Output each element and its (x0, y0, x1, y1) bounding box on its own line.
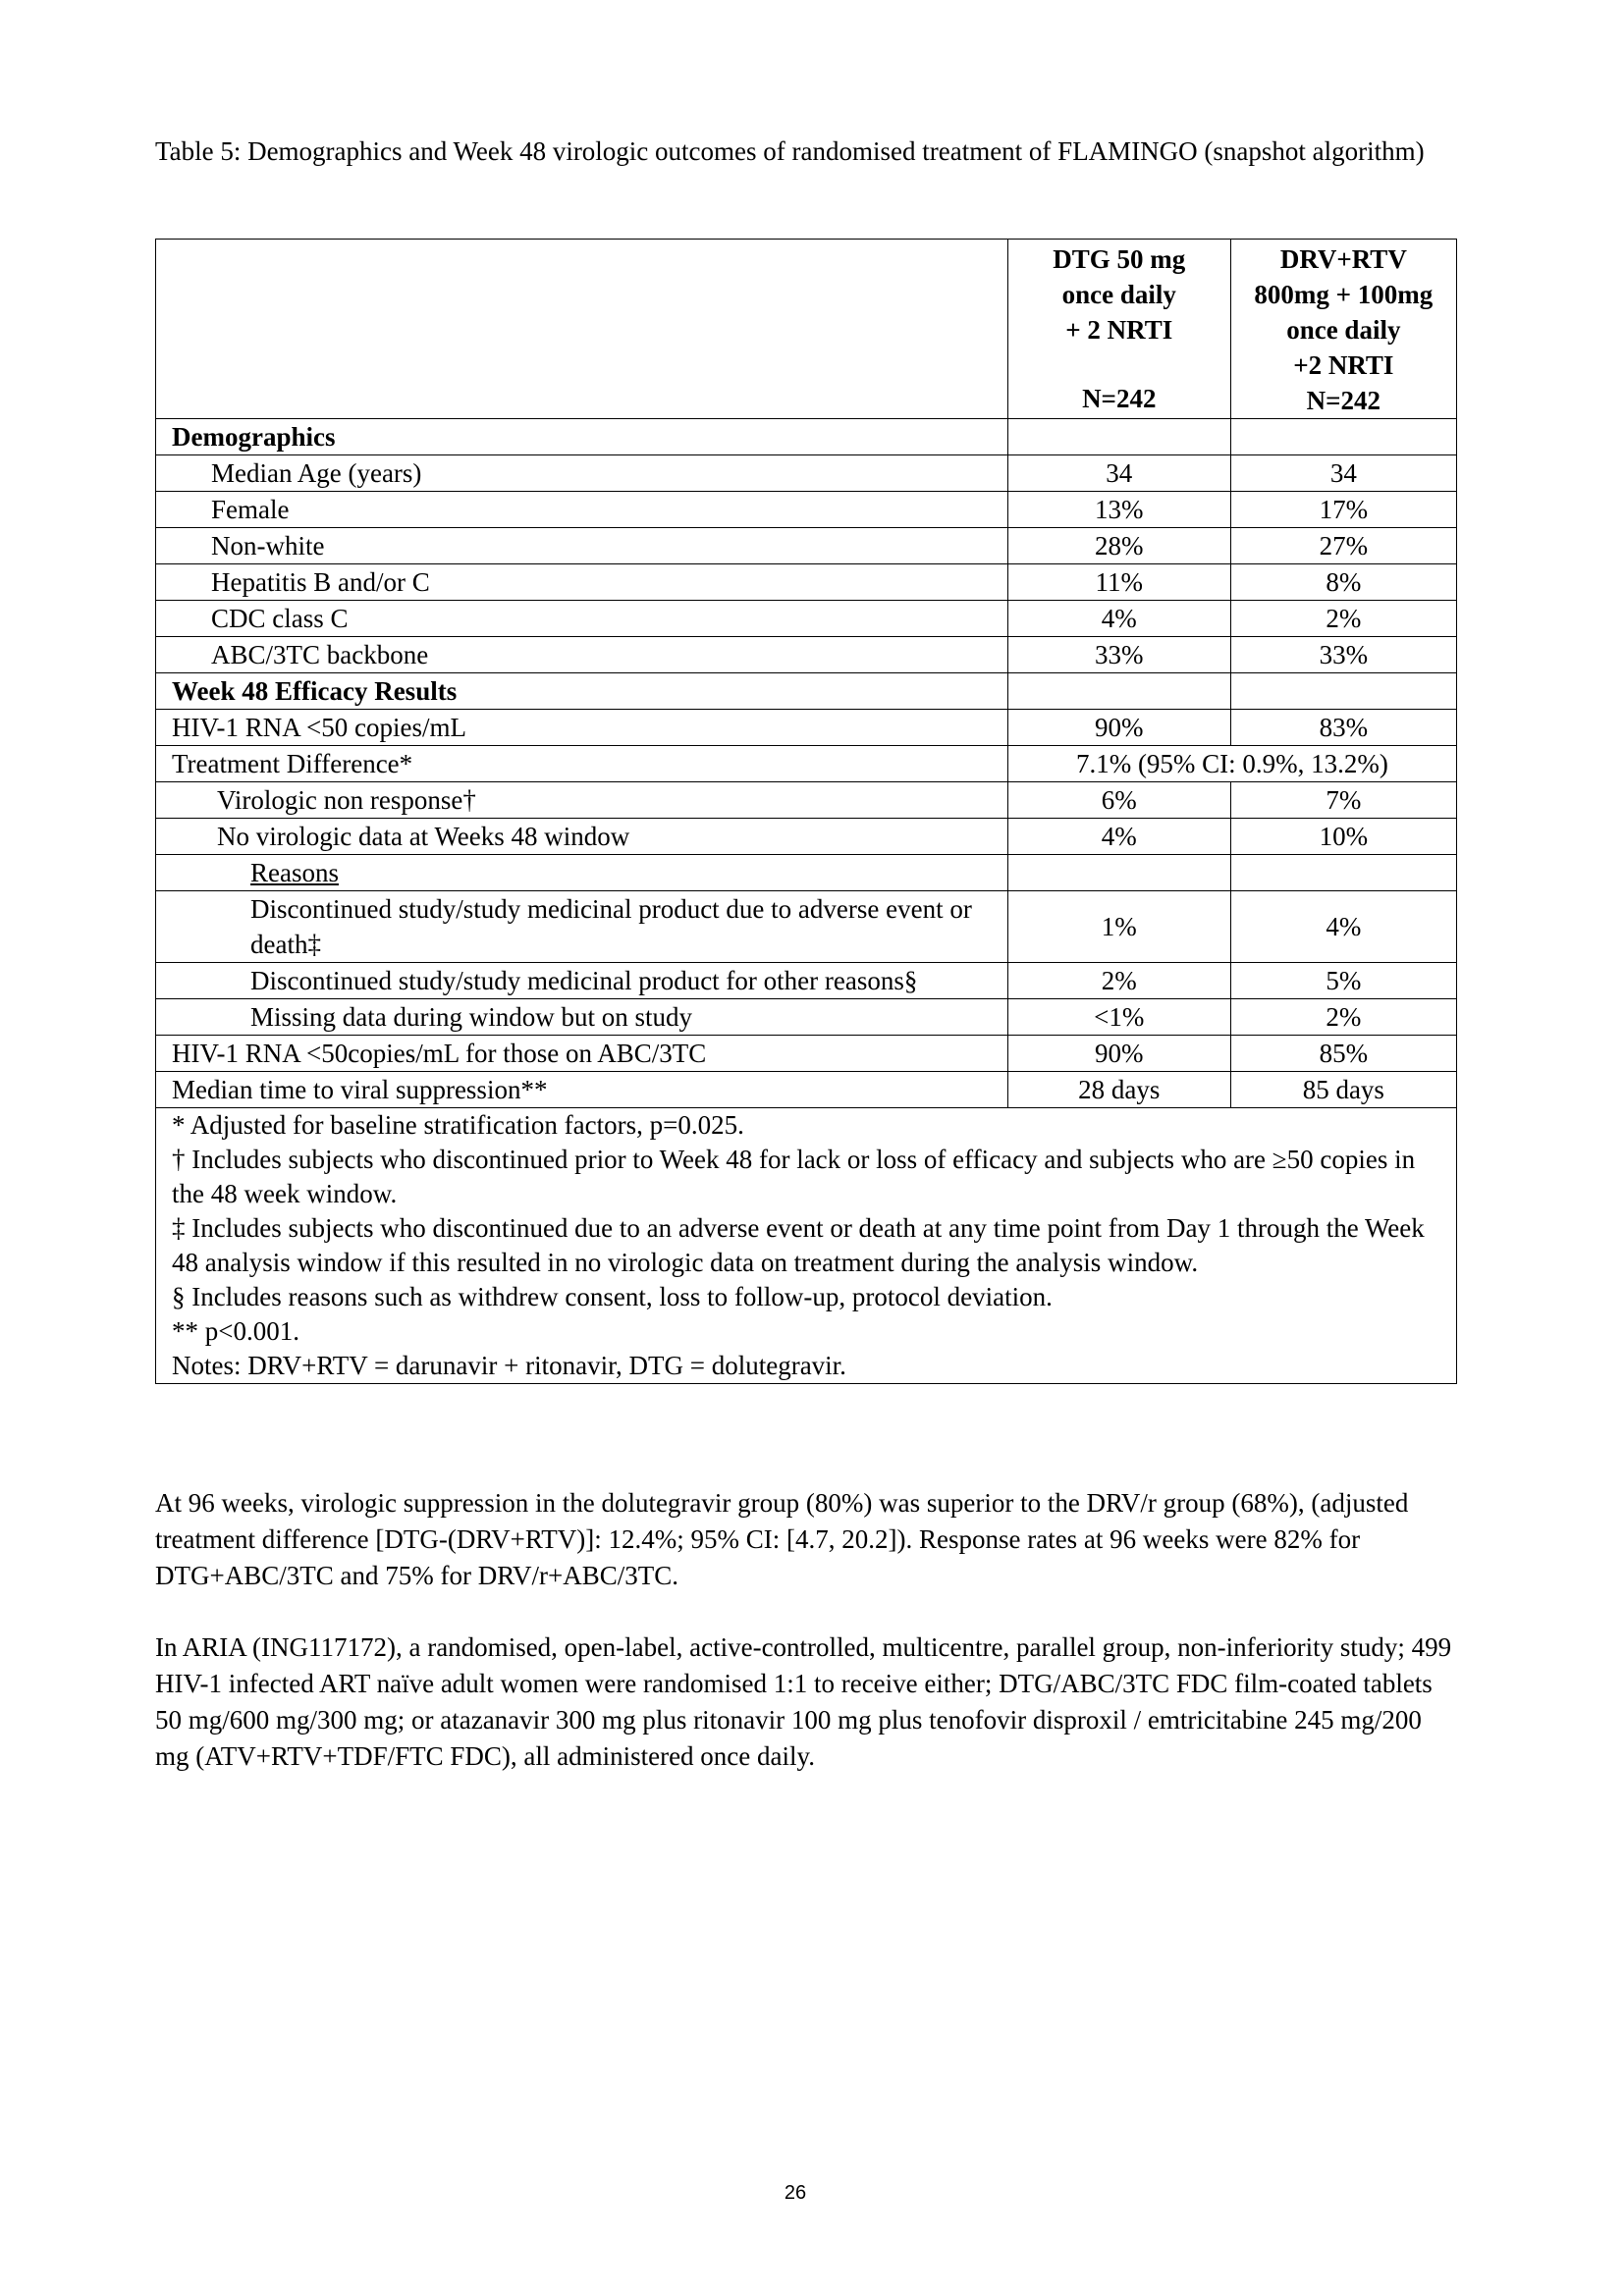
header-line: N=242 (1082, 384, 1157, 413)
row-label: Median Age (years) (156, 455, 1008, 492)
header-line: once daily (1061, 280, 1176, 309)
treatment-difference-value: 7.1% (95% CI: 0.9%, 13.2%) (1007, 746, 1456, 782)
empty-cell (1230, 855, 1456, 891)
dtg-value: 28% (1007, 528, 1230, 564)
row-label: Hepatitis B and/or C (156, 564, 1008, 601)
table-row (156, 601, 1457, 637)
drv-value: 85% (1230, 1036, 1456, 1072)
reasons-label: Reasons (250, 858, 339, 887)
row-label: Missing data during window but on study (156, 999, 1008, 1036)
table-row (156, 963, 1457, 999)
row-label: Non-white (156, 528, 1008, 564)
table-row (156, 710, 1457, 746)
table-caption: Table 5: Demographics and Week 48 virologic outcomes of randomised treatment of FLAMINGO (snapshot algorithm) (155, 136, 1425, 166)
row-label: ABC/3TC backbone (156, 637, 1008, 673)
row-label: Discontinued study/study medicinal product due to adverse event or death‡ (156, 891, 1008, 963)
paragraph-aria-study: In ARIA (ING117172), a randomised, open-label, active-controlled, multicentre, parallel group, non-inferiority study; 499 HIV-1 infected ART naïve adult women were randomised 1:1 to receive either; DTG/ABC/3TC FDC film-coated tablets 50 mg/600 mg/300 mg; or atazanavir 300 mg plus ritonavir 100 mg plus tenofovir disproxil / emtricitabine 245 mg/200 mg (ATV+RTV+TDF/FTC FDC), all administered once daily. (155, 1632, 1452, 1771)
drv-value: 85 days (1230, 1072, 1456, 1108)
footnote: ** p<0.001. (172, 1316, 299, 1346)
drv-value: 27% (1230, 528, 1456, 564)
drv-value: 34 (1230, 455, 1456, 492)
row-label: Female (156, 492, 1008, 528)
header-line: 800mg + 100mg (1254, 280, 1434, 309)
dtg-value: 90% (1007, 710, 1230, 746)
header-line: DTG 50 mg (1053, 244, 1186, 274)
drv-value: 2% (1230, 601, 1456, 637)
empty-cell (1230, 419, 1456, 455)
row-label: Discontinued study/study medicinal product for other reasons§ (156, 963, 1008, 999)
dtg-value: 11% (1007, 564, 1230, 601)
row-label: Treatment Difference* (156, 746, 1008, 782)
table-row (156, 528, 1457, 564)
dtg-value: 1% (1007, 891, 1230, 963)
table-row (156, 999, 1457, 1036)
dtg-value: 2% (1007, 963, 1230, 999)
table-row (156, 637, 1457, 673)
footnote: ‡ Includes subjects who discontinued due to an adverse event or death at any time point from Day 1 through the Week 48 analysis window if this resulted in no virologic data on treatment during the analysis window. (172, 1213, 1425, 1277)
table-row (156, 855, 1457, 891)
footnotes-cell (156, 1108, 1457, 1384)
table-row (156, 564, 1457, 601)
header-drv-column (1230, 240, 1456, 419)
dtg-value: <1% (1007, 999, 1230, 1036)
section-efficacy: Week 48 Efficacy Results (156, 673, 1008, 710)
dtg-value: 33% (1007, 637, 1230, 673)
footnote: * Adjusted for baseline stratification factors, p=0.025. (172, 1110, 744, 1140)
row-label: Virologic non response† (156, 782, 1008, 819)
dtg-value: 4% (1007, 601, 1230, 637)
header-line: +2 NRTI (1293, 350, 1394, 380)
drv-value: 8% (1230, 564, 1456, 601)
header-line: once daily (1286, 315, 1401, 345)
empty-cell (1230, 673, 1456, 710)
header-empty-cell (156, 240, 1008, 419)
dtg-value: 28 days (1007, 1072, 1230, 1108)
table-header-row (156, 240, 1457, 419)
drv-value: 4% (1230, 891, 1456, 963)
page-number: 26 (784, 2182, 807, 2204)
row-label: CDC class C (156, 601, 1008, 637)
dtg-value: 6% (1007, 782, 1230, 819)
dtg-value: 90% (1007, 1036, 1230, 1072)
table-row (156, 746, 1457, 782)
paragraph-96-weeks: At 96 weeks, virologic suppression in the dolutegravir group (80%) was superior to the DRV/r group (68%), (adjusted treatment difference [DTG-(DRV+RTV)]: 12.4%; 95% CI: [4.7, 20.2]). Response rates at 96 weeks were 82% for DTG+ABC/3TC and 75% for DRV/r+ABC/3TC. (155, 1488, 1409, 1590)
header-line: + 2 NRTI (1065, 315, 1173, 345)
table-row (156, 455, 1457, 492)
header-line: DRV+RTV (1279, 244, 1407, 274)
reasons-cell (156, 855, 1008, 891)
drv-value: 2% (1230, 999, 1456, 1036)
footnotes-row (156, 1108, 1457, 1384)
empty-cell (1007, 419, 1230, 455)
drv-value: 83% (1230, 710, 1456, 746)
flamingo-outcomes-table (155, 239, 1457, 1384)
row-label: No virologic data at Weeks 48 window (156, 819, 1008, 855)
table-row (156, 891, 1457, 963)
drv-value: 5% (1230, 963, 1456, 999)
table-row (156, 782, 1457, 819)
header-spacer (1010, 347, 1228, 381)
dtg-value: 13% (1007, 492, 1230, 528)
footnote: † Includes subjects who discontinued prior to Week 48 for lack or loss of efficacy and subjects who are ≥50 copies in the 48 week window. (172, 1145, 1416, 1208)
drv-value: 7% (1230, 782, 1456, 819)
section-row (156, 419, 1457, 455)
table-row (156, 1036, 1457, 1072)
table-row (156, 1072, 1457, 1108)
header-line: N=242 (1306, 386, 1381, 415)
empty-cell (1007, 855, 1230, 891)
section-demographics: Demographics (156, 419, 1008, 455)
row-label: HIV-1 RNA <50copies/mL for those on ABC/3TC (156, 1036, 1008, 1072)
row-label: HIV-1 RNA <50 copies/mL (156, 710, 1008, 746)
table-row (156, 819, 1457, 855)
row-label: Median time to viral suppression** (156, 1072, 1008, 1108)
dtg-value: 34 (1007, 455, 1230, 492)
drv-value: 17% (1230, 492, 1456, 528)
table-row (156, 492, 1457, 528)
drv-value: 10% (1230, 819, 1456, 855)
header-dtg-column (1007, 240, 1230, 419)
drv-value: 33% (1230, 637, 1456, 673)
empty-cell (1007, 673, 1230, 710)
dtg-value: 4% (1007, 819, 1230, 855)
footnote: Notes: DRV+RTV = darunavir + ritonavir, DTG = dolutegravir. (172, 1351, 846, 1380)
footnote: § Includes reasons such as withdrew consent, loss to follow-up, protocol deviation. (172, 1282, 1053, 1311)
section-row (156, 673, 1457, 710)
